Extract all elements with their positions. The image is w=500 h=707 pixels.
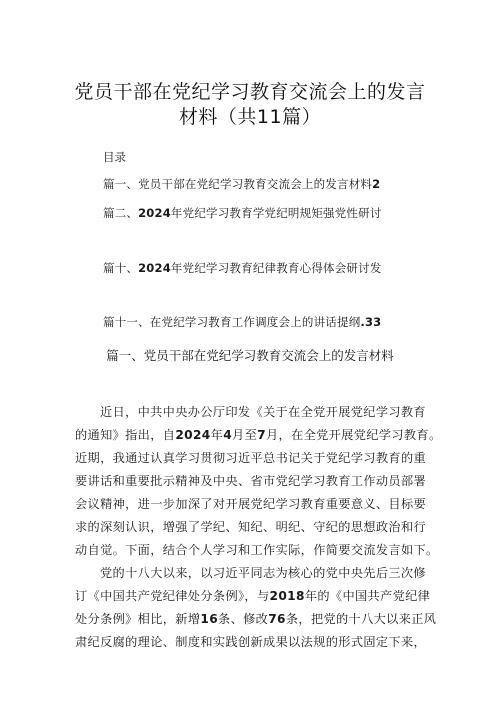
toc-item-11[interactable] bbox=[103, 314, 381, 330]
toc-item-1[interactable] bbox=[103, 176, 380, 192]
paragraph-1-line-4: 要讲话和重要批示精神及中央、省市党纪学习教育工作动员部署 bbox=[75, 474, 427, 488]
toc-item-10[interactable] bbox=[103, 260, 382, 276]
paragraph-2-line-3: 处分条例》相比，新增16条、修改76条，把党的十八大以来正风 bbox=[75, 612, 437, 626]
toc-item-2[interactable] bbox=[103, 205, 382, 221]
toc-item-text: 篇十一、在党纪学习教育工作调度会上的讲话提纲 bbox=[103, 315, 361, 329]
paragraph-2-line-2: 订《中国共产党纪律处分条例》，与2018年的《中国共产党纪律 bbox=[75, 589, 431, 603]
paragraph-1-line-7: 动自觉。下面，结合个人学习和工作实际，作简要交流发言如下。 bbox=[75, 543, 439, 557]
toc-item-year: 2024 bbox=[138, 261, 171, 275]
toc-heading: 目录 bbox=[103, 150, 126, 164]
paragraph-2-line-4: 肃纪反腐的理论、制度和实践创新成果以法规的形式固定下来， bbox=[75, 635, 427, 649]
toc-item-text: 年党纪学习教育纪律教育心得体会研讨发 bbox=[170, 261, 382, 275]
section-title: 篇一、党员干部在党纪学习教育交流会上的发言材料 bbox=[106, 348, 394, 363]
document-title-line-1: 党员干部在党纪学习教育交流会上的发言 bbox=[74, 81, 426, 103]
paragraph-1-line-5: 会议精神，进一步加深了对开展党纪学习教育重要意义、目标要 bbox=[75, 497, 427, 511]
toc-item-text: 年党纪学习教育学党纪明规矩强党性研讨 bbox=[170, 206, 382, 220]
toc-item-year: 2024 bbox=[138, 206, 171, 220]
paragraph-2-line-1: 党的十八大以来，以习近平同志为核心的党中央先后三次修 bbox=[100, 566, 426, 580]
toc-item-page: .33 bbox=[360, 315, 382, 329]
toc-item-num: 篇二、 bbox=[103, 206, 139, 220]
paragraph-1-line-6: 求的深刻认识，增强了学纪、知纪、明纪、守纪的思想政治和行 bbox=[75, 520, 427, 534]
document-title-line-2: 材料（共11篇） bbox=[178, 106, 322, 128]
paragraph-1-line-2: 的通知》指出，自2024年4月至7月，在全党开展党纪学习教育。 bbox=[75, 428, 442, 442]
paragraph-1-line-1: 近日，中共中央办公厅印发《关于在全党开展党纪学习教育 bbox=[100, 405, 426, 419]
toc-item-text: 篇一、党员干部在党纪学习教育交流会上的发言材料 bbox=[103, 177, 373, 191]
toc-item-num: 篇十、 bbox=[103, 261, 139, 275]
toc-item-page: 2 bbox=[372, 177, 381, 191]
paragraph-1-line-3: 近期，我通过认真学习贯彻习近平总书记关于党纪学习教育的重 bbox=[75, 451, 427, 465]
